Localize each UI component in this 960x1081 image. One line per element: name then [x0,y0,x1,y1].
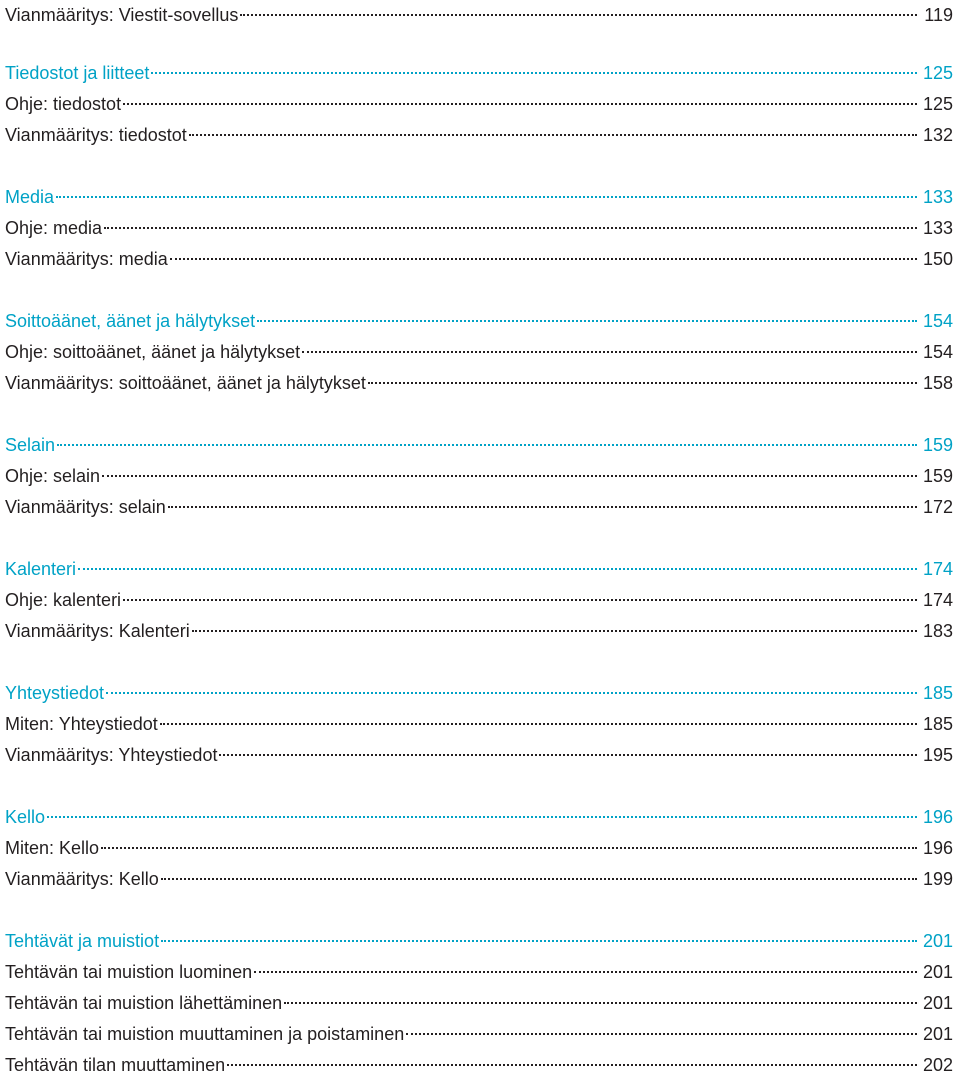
toc-entry-page-number: 201 [922,931,953,951]
toc-entry[interactable] [5,492,953,523]
toc-section [5,802,953,895]
dot-leader [78,568,917,570]
dot-leader [47,816,917,818]
toc-section-heading[interactable] [5,430,953,461]
toc-entry[interactable] [5,616,953,647]
toc-entry-page-number: 185 [922,714,953,734]
toc-entry-label: Vianmääritys: Kalenteri [5,621,190,641]
toc-section [5,0,953,31]
toc-entry-page-number: 119 [924,5,953,25]
toc-section-heading[interactable] [5,306,953,337]
toc-entry-page-number: 125 [922,94,953,114]
toc-entry[interactable] [5,368,953,399]
dot-leader [257,320,917,322]
dot-leader [102,475,917,477]
toc-entry-page-number: 150 [922,249,953,269]
toc-entry-page-number: 196 [922,807,953,827]
dot-leader [160,723,917,725]
toc-entry-label: Soittoäänet, äänet ja hälytykset [5,311,256,331]
toc-entry-label: Vianmääritys: tiedostot [5,125,187,145]
toc-entry[interactable] [5,1050,953,1081]
toc-section [5,430,953,523]
toc-entry[interactable] [5,120,953,151]
toc-entry[interactable] [5,337,953,368]
toc-entry-label: Tehtävän tilan muuttaminen [5,1055,226,1075]
toc-entry-page-number: 174 [922,559,953,579]
dot-leader [406,1033,917,1035]
dot-leader [104,227,917,229]
toc-entry-label: Ohje: selain [5,466,101,486]
toc-entry-label: Vianmääritys: Kello [5,869,159,889]
toc-entry-page-number: 202 [922,1055,953,1075]
toc-entry-page-number: 159 [922,435,953,455]
toc-entry-label: Vianmääritys: Yhteystiedot [5,745,218,765]
dot-leader [219,754,917,756]
dot-leader [170,258,917,260]
toc-entry[interactable] [5,988,953,1019]
toc-section [5,554,953,647]
toc-entry[interactable] [5,89,953,120]
toc-entry-page-number: 195 [922,745,953,765]
toc-entry[interactable] [5,957,953,988]
toc-entry-page-number: 159 [922,466,953,486]
toc-entry-page-number: 132 [922,125,953,145]
dot-leader [57,444,917,446]
toc-entry[interactable] [5,213,953,244]
toc-section [5,58,953,151]
toc-section [5,306,953,399]
toc-entry-label: Tehtävän tai muistion luominen [5,962,253,982]
toc-entry-label: Ohje: kalenteri [5,590,122,610]
toc-section-heading[interactable] [5,58,953,89]
toc-entry[interactable] [5,461,953,492]
toc-section-heading[interactable] [5,554,953,585]
dot-leader [368,382,917,384]
toc-entry-label: Vianmääritys: selain [5,497,166,517]
toc-entry-label: Ohje: media [5,218,103,238]
toc-entry-page-number: 154 [922,342,953,362]
toc-entry-label: Vianmääritys: soittoäänet, äänet ja hälytykset [5,373,366,393]
dot-leader [123,599,917,601]
toc-entry-page-number: 158 [922,373,953,393]
dot-leader [101,847,917,849]
dot-leader [161,878,917,880]
dot-leader [227,1064,917,1066]
toc-entry-label: Tehtävät ja muistiot [5,931,160,951]
toc-entry[interactable] [5,585,953,616]
toc-entry-label: Ohje: soittoäänet, äänet ja hälytykset [5,342,301,362]
toc-entry[interactable] [5,864,953,895]
toc-entry-label: Kello [5,807,46,827]
toc-entry-page-number: 172 [922,497,953,517]
dot-leader [123,103,917,105]
dot-leader [56,196,917,198]
toc-entry-label: Miten: Kello [5,838,100,858]
toc-entry[interactable] [5,0,953,31]
toc-entry[interactable] [5,740,953,771]
toc-entry[interactable] [5,833,953,864]
dot-leader [302,351,917,353]
toc-entry-page-number: 174 [922,590,953,610]
toc-section [5,182,953,275]
dot-leader [254,971,917,973]
dot-leader [151,72,917,74]
toc-entry-label: Vianmääritys: media [5,249,168,269]
toc-entry-page-number: 183 [922,621,953,641]
toc-entry[interactable] [5,244,953,275]
toc-entry-page-number: 133 [922,218,953,238]
toc-entry-page-number: 199 [922,869,953,889]
toc-section [5,678,953,771]
toc-entry-label: Vianmääritys: Viestit-sovellus [5,5,239,25]
dot-leader [192,630,917,632]
toc-entry-label: Miten: Yhteystiedot [5,714,158,734]
toc-entry-page-number: 133 [922,187,953,207]
dot-leader [168,506,917,508]
toc-entry-page-number: 201 [922,962,953,982]
toc-entry-page-number: 201 [922,993,953,1013]
toc-entry-label: Tiedostot ja liitteet [5,63,150,83]
dot-leader [106,692,917,694]
toc-entry-page-number: 125 [922,63,953,83]
toc-entry-label: Selain [5,435,56,455]
toc-section-heading[interactable] [5,678,953,709]
toc-section [5,926,953,1081]
toc-entry[interactable] [5,709,953,740]
dot-leader [189,134,917,136]
toc-entry-page-number: 201 [922,1024,953,1044]
toc-entry-label: Tehtävän tai muistion muuttaminen ja poistaminen [5,1024,405,1044]
toc-entry-label: Media [5,187,55,207]
dot-leader [161,940,917,942]
toc-entry-label: Ohje: tiedostot [5,94,122,114]
toc-entry[interactable] [5,1019,953,1050]
toc-section-heading[interactable] [5,926,953,957]
dot-leader [240,14,917,16]
toc-entry-label: Yhteystiedot [5,683,105,703]
toc-section-heading[interactable] [5,802,953,833]
dot-leader [284,1002,917,1004]
toc-section-heading[interactable] [5,182,953,213]
toc-entry-page-number: 154 [922,311,953,331]
toc-entry-label: Kalenteri [5,559,77,579]
toc-entry-label: Tehtävän tai muistion lähettäminen [5,993,283,1013]
toc-entry-page-number: 185 [922,683,953,703]
toc-entry-page-number: 196 [922,838,953,858]
